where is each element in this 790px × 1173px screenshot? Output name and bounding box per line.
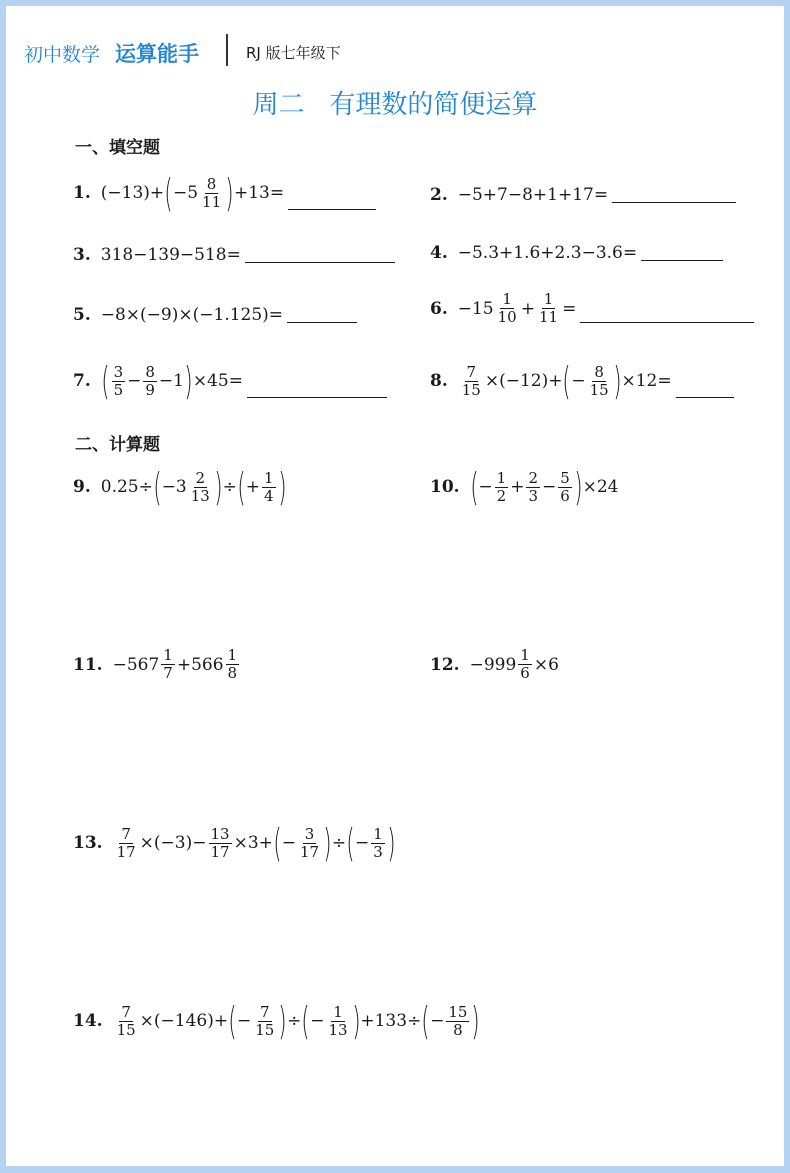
problem-9: [73, 465, 287, 509]
header-divider: [226, 34, 228, 66]
fraction: [518, 648, 532, 681]
fraction: [526, 468, 540, 505]
denominator: 10: [497, 308, 517, 326]
worksheet-page: [6, 6, 784, 1166]
expr-text: ×45=: [192, 371, 243, 391]
expr-text: ×3+: [233, 833, 273, 853]
whole-part: −3: [161, 477, 187, 497]
problem-2: [430, 184, 736, 205]
fraction: [326, 1002, 349, 1039]
left-paren: (: [273, 821, 282, 865]
numerator: 8: [594, 362, 604, 381]
expr-text: +566: [176, 654, 224, 675]
fraction: [143, 362, 157, 399]
numerator: 1: [502, 290, 512, 308]
denominator: 17: [299, 842, 320, 861]
numerator: 1: [520, 646, 530, 664]
numerator: 7: [121, 824, 131, 843]
sign: −: [478, 477, 493, 497]
fraction: [588, 362, 611, 399]
answer-blank[interactable]: [580, 304, 754, 323]
right-paren: ): [612, 359, 622, 403]
denominator: 8: [453, 1020, 463, 1039]
whole-part: −15: [457, 298, 494, 319]
operator: ÷: [331, 833, 347, 853]
problem-14: [73, 999, 480, 1043]
fraction: [460, 362, 483, 399]
operator: +: [510, 477, 525, 497]
problem-number: 4.: [430, 242, 448, 263]
fraction: [189, 468, 212, 505]
denominator: 17: [210, 842, 230, 861]
fraction: [495, 468, 509, 505]
fraction: [446, 1002, 469, 1039]
expr-text: −5+7−8+1+17=: [457, 184, 609, 205]
problem-number: 11.: [73, 654, 103, 675]
expr-text: −5.3+1.6+2.3−3.6=: [457, 242, 638, 263]
numerator: 1: [496, 468, 507, 487]
left-paren: (: [153, 465, 162, 509]
problem-number: 6.: [430, 298, 448, 319]
left-paren: (: [164, 171, 173, 215]
problem-12: [430, 648, 559, 681]
denominator: 11: [202, 192, 222, 211]
answer-blank[interactable]: [676, 379, 734, 398]
sign: −: [310, 1011, 325, 1031]
denominator: 2: [496, 486, 507, 505]
problem-11: [73, 648, 241, 681]
expr-text: =: [562, 298, 577, 319]
denominator: 5: [113, 380, 124, 399]
operator: ÷: [222, 477, 237, 497]
problem-7: [73, 359, 387, 403]
numerator: 5: [560, 468, 570, 487]
numerator: 7: [121, 1002, 131, 1021]
denominator: 17: [116, 842, 136, 861]
denominator: 15: [589, 380, 609, 399]
problem-5: [73, 304, 357, 325]
fraction: [115, 824, 138, 861]
answer-blank[interactable]: [287, 304, 357, 323]
edition-label: RJ 版七年级下: [246, 44, 341, 62]
numerator: 1: [264, 468, 274, 487]
denominator: 4: [264, 486, 274, 505]
numerator: 1: [333, 1002, 343, 1021]
problem-number: 7.: [73, 371, 91, 391]
expr-text: ×(−12)+: [484, 371, 563, 391]
fraction: [253, 1002, 276, 1039]
fraction: [496, 292, 519, 325]
numerator: 15: [448, 1002, 468, 1021]
right-paren: ): [387, 821, 396, 865]
right-paren: ): [278, 999, 287, 1043]
problem-8: [430, 359, 734, 403]
expr-text: ×12=: [621, 371, 672, 391]
numerator: 3: [304, 824, 315, 843]
fraction: [115, 1002, 138, 1039]
problem-3: [73, 244, 395, 265]
numerator: 8: [145, 362, 155, 381]
sign: −: [281, 833, 296, 853]
fraction: [226, 648, 240, 681]
problem-number: 2.: [430, 184, 448, 205]
problem-number: 10.: [430, 477, 460, 497]
whole-part: −999: [469, 654, 517, 675]
fraction: [262, 468, 276, 505]
sign: −: [236, 1011, 252, 1031]
denominator: 9: [145, 380, 155, 399]
left-paren: (: [301, 999, 310, 1043]
denominator: 11: [538, 308, 559, 326]
right-paren: ): [214, 465, 223, 509]
page-title: 周二 有理数的简便运算: [252, 90, 538, 120]
left-paren: (: [237, 465, 246, 509]
denominator: 13: [328, 1020, 348, 1039]
fraction: [209, 824, 232, 861]
sign: −: [571, 371, 586, 391]
expr-text: 0.25÷: [100, 477, 153, 497]
expr-text: +13=: [233, 183, 285, 203]
numerator: 2: [528, 468, 538, 487]
section-fill-blank: 一、填空题: [75, 138, 160, 158]
denominator: 8: [227, 664, 238, 682]
left-paren: (: [346, 821, 355, 865]
fraction: [371, 824, 385, 861]
expr-text: ×(−146)+: [139, 1011, 229, 1031]
numerator: 8: [206, 174, 217, 193]
operator: −: [542, 477, 557, 497]
problem-number: 3.: [73, 244, 91, 265]
operator: ÷: [287, 1011, 302, 1031]
denominator: 3: [373, 842, 383, 861]
fraction: [112, 362, 126, 399]
answer-blank[interactable]: [247, 379, 387, 398]
expr-text: ×(−3)−: [139, 833, 207, 853]
problem-number: 12.: [430, 654, 460, 675]
right-paren: ): [277, 465, 287, 509]
right-paren: ): [351, 999, 361, 1043]
numerator: 3: [113, 362, 124, 381]
problem-10: [430, 465, 619, 509]
numerator: 1: [163, 646, 173, 664]
left-paren: (: [101, 359, 110, 403]
series-name: 初中数学: [24, 44, 101, 66]
sign: +: [245, 477, 260, 497]
numerator: 2: [195, 468, 206, 487]
denominator: 15: [255, 1020, 275, 1039]
right-paren: ): [574, 465, 583, 509]
whole-part: −5: [172, 183, 199, 203]
denominator: 3: [528, 486, 538, 505]
denominator: 6: [560, 486, 570, 505]
problem-number: 9.: [73, 477, 91, 497]
fraction: [161, 648, 175, 681]
expr-text: −1: [158, 371, 184, 391]
right-paren: ): [184, 359, 193, 403]
problem-number: 13.: [73, 833, 103, 853]
brand-name: 运算能手: [115, 42, 199, 66]
left-paren: (: [469, 465, 479, 509]
fraction: [537, 292, 560, 325]
denominator: 6: [520, 664, 530, 682]
numerator: 1: [227, 646, 238, 664]
right-paren: ): [225, 171, 234, 215]
denominator: 15: [116, 1020, 136, 1039]
fraction: [200, 174, 223, 211]
right-paren: ): [471, 999, 480, 1043]
problem-13: [73, 821, 396, 865]
fraction: [298, 824, 321, 861]
expr-text: (−13)+: [100, 183, 165, 203]
sign: −: [430, 1011, 445, 1031]
expr-text: ×6: [533, 654, 559, 675]
problem-4: [430, 242, 723, 263]
left-paren: (: [228, 999, 237, 1043]
problem-number: 8.: [430, 371, 448, 391]
answer-blank[interactable]: [288, 191, 376, 210]
expr-text: ×24: [582, 477, 619, 497]
problem-1: [73, 171, 376, 215]
whole-part: −567: [112, 654, 160, 675]
numerator: 13: [210, 824, 230, 843]
right-paren: ): [323, 821, 332, 865]
problem-number: 14.: [73, 1011, 103, 1031]
problem-6: [430, 292, 754, 325]
problem-number: 5.: [73, 304, 91, 325]
denominator: 13: [190, 486, 210, 505]
numerator: 1: [373, 824, 383, 843]
expr-text: +133÷: [360, 1011, 422, 1031]
expr-text: 318−139−518=: [100, 244, 241, 265]
section-calculation: 二、计算题: [75, 435, 160, 455]
sign: −: [354, 833, 370, 853]
denominator: 7: [163, 664, 173, 682]
numerator: 1: [543, 290, 554, 308]
answer-blank[interactable]: [641, 242, 723, 261]
left-paren: (: [421, 999, 430, 1043]
numerator: 7: [466, 362, 477, 381]
answer-blank[interactable]: [612, 184, 736, 203]
answer-blank[interactable]: [245, 244, 395, 263]
expr-text: −8×(−9)×(−1.125)=: [100, 304, 284, 325]
denominator: 15: [461, 380, 481, 399]
fraction: [558, 468, 572, 505]
operator: +: [520, 298, 535, 319]
left-paren: (: [562, 359, 571, 403]
problem-number: 1.: [73, 183, 91, 203]
operator: −: [127, 371, 142, 391]
numerator: 7: [259, 1002, 270, 1021]
